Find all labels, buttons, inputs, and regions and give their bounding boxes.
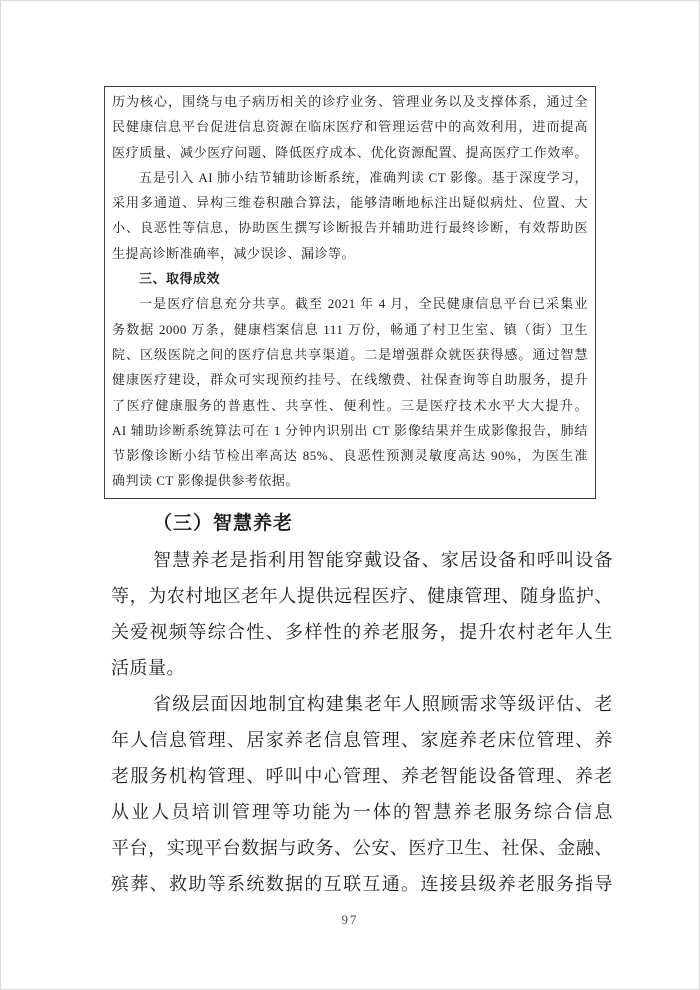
- text-line: 关爱视频等综合性、多样性的养老服务，提升农村老年人生: [111, 622, 613, 642]
- text-line: 智慧养老是指利用智能穿戴设备、家居设备和呼叫设备: [153, 550, 613, 570]
- text-line: 采用多通道、异构三维卷积融合算法，能够清晰地标注出疑似病灶、位置、大: [112, 195, 588, 211]
- text-line: 生提高诊断准确率，减少误诊、漏诊等。: [112, 245, 356, 261]
- text-line: 五是引入 AI 肺小结节辅助诊断系统，准确判读 CT 影像。基于深度学习，: [139, 169, 588, 185]
- text-line: 活质量。: [111, 658, 185, 678]
- text-line: 平台，实现平台数据与政务、公安、医疗卫生、社保、金融、: [111, 838, 613, 858]
- text-line: 节影像诊断小结节检出率高达 85%、良恶性预测灵敏度高达 90%，为医生准: [112, 448, 588, 464]
- text-line: 老服务机构管理、呼叫中心管理、养老智能设备管理、养老: [111, 766, 613, 786]
- text-line: 年人信息管理、居家养老信息管理、家庭养老床位管理、养: [111, 730, 613, 750]
- paragraph-2: [111, 686, 613, 902]
- text-line: 殡葬、救助等系统数据的互联互通。连接县级养老服务指导: [111, 874, 613, 894]
- text-line: 健康医疗建设，群众可实现预约挂号、在线缴费、社保查询等自助服务，提升: [112, 372, 588, 388]
- text-line: 从业人员培训管理等功能为一体的智慧养老服务综合信息: [111, 802, 613, 822]
- text-line: 小、良恶性等信息，协助医生撰写诊断报告并辅助进行最终诊断，有效帮助医: [112, 220, 588, 236]
- text-line: 历为核心，围绕与电子病历相关的诊疗业务、管理业务以及支撑体系，通过全: [112, 94, 588, 109]
- text-line: 医疗质量、减少医疗问题、降低医疗成本、优化资源配置、提高医疗工作效率。: [112, 144, 588, 160]
- text-line: 确判读 CT 影像提供参考依据。: [112, 473, 299, 489]
- text-line: 省级层面因地制宜构建集老年人照顾需求等级评估、老: [153, 694, 613, 714]
- text-line: AI 辅助诊断系统算法可在 1 分钟内识别出 CT 影像结果并生成影像报告，肺结: [112, 422, 588, 438]
- quote-box: [104, 86, 596, 499]
- text-line: 院、区级医院之间的医疗信息共享渠道。二是增强群众就医获得感。通过智慧: [112, 346, 588, 362]
- text-line: 民健康信息平台促进信息资源在临床医疗和管理运营中的高效利用，进而提高: [112, 119, 588, 135]
- section-heading: （三）智慧养老: [153, 513, 294, 534]
- section-smart-elderly-care: [111, 506, 613, 902]
- text-line: 务数据 2000 万条，健康档案信息 111 万份，畅通了村卫生室、镇（街）卫生: [112, 321, 588, 337]
- paragraph-1: [111, 542, 613, 686]
- text-line: 等，为农村地区老年人提供远程医疗、健康管理、随身监护、: [111, 586, 613, 606]
- text-line: 了医疗健康服务的普惠性、共享性、便利性。三是医疗技术水平大大提升。: [112, 397, 588, 413]
- text-line: 三、取得成效: [139, 271, 221, 287]
- text-line: 一是医疗信息充分共享。截至 2021 年 4 月，全民健康信息平台已采集业: [139, 296, 588, 312]
- page-number: 97: [341, 912, 359, 927]
